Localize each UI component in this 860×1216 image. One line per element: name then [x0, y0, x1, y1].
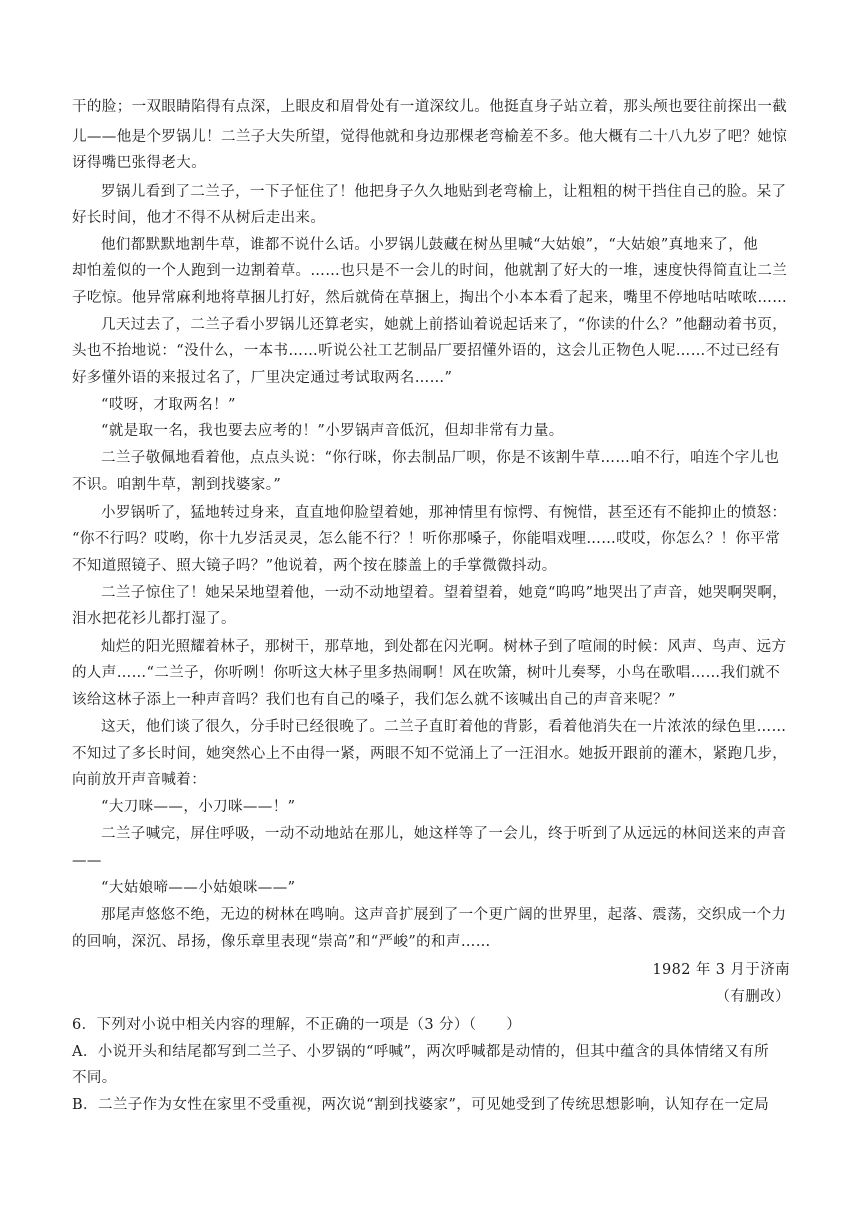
- text-line: 却怕羞似的一个人跑到一边割着草。……也只是不一会儿的时间，他就割了好大的一堆，速度快得简直让二兰: [72, 263, 788, 279]
- option-a-continued: 不同。: [72, 1070, 117, 1086]
- paragraph-start: 几天过去了，二兰子看小罗锅儿还算老实，她就上前搭讪着说起话来了，“你读的什么？”他翻动着书页，: [101, 317, 788, 333]
- text-line: 的回响，深沉、昂扬，像乐章里表现“崇高”和“严峻”的和声……: [72, 934, 491, 950]
- text-line: 好多懂外语的来报过名了，厂里决定通过考试取两名……”: [72, 370, 453, 386]
- text-line: 的人声……“二兰子，你听咧！你听这大林子里多热闹啊！风在吹箫，树叶儿奏琴，小鸟在歌唱……我们就不: [72, 665, 781, 681]
- text-line: “你不行吗？哎哟，你十九岁活灵灵，怎么能不行？！听你那嗓子，你能唱戏哩……哎哎，你怎么？！你平常: [72, 531, 781, 547]
- text-line: 子吃惊。他异常麻利地将草捆儿打好，然后就倚在草捆上，掏出个小本本看了起来，嘴里不停地咕咕哝哝……: [72, 290, 788, 306]
- paragraph-start: 他们都默默地割牛草，谁都不说什么话。小罗锅儿鼓藏在树丛里喊“大姑娘”，“大姑娘”真地来了，他: [101, 237, 759, 253]
- text-line: 讶得嘴巴张得老大。: [72, 155, 207, 171]
- paragraph-start: “大姑娘啼——小姑娘咪——”: [101, 880, 296, 896]
- text-line: 该给这林子添上一种声音吗？我们也有自己的嗓子，我们怎么就不该喊出自己的声音来呢？”: [72, 692, 676, 708]
- paragraph-start: 小罗锅听了，猛地转过身来，直直地仰脸望着她，那神情里有惊愕、有惋惜，甚至还有不能抑止的愤怒：: [101, 505, 787, 521]
- paragraph-start: 二兰子喊完，屏住呼吸，一动不动地站在那儿，她这样等了一会儿，终于听到了从远远的林间送来的声音: [101, 826, 787, 842]
- text-line: 干的脸；一双眼睛陷得有点深，上眼皮和眉骨处有一道深纹儿。他挺直身子站立着，那头颅也要往前探出一截: [72, 99, 788, 115]
- text-line: 好长时间，他才不得不从树后走出来。: [72, 210, 326, 226]
- signoff-date-place: 1982 年 3 月于济南: [652, 962, 790, 978]
- paragraph-start: “哎呀，才取两名！”: [101, 397, 236, 413]
- text-line: 向前放开声音喊着：: [72, 772, 207, 788]
- paragraph-start: 这天，他们谈了很久，分手时已经很晚了。二兰子直盯着他的背影，看着他消失在一片浓浓的绿色里……: [101, 719, 787, 735]
- text-line: 儿——他是个罗锅儿！二兰子大失所望，觉得他就和身边那棵老弯榆差不多。他大概有二十八九岁了吧？她惊: [72, 129, 788, 145]
- paragraph-start: “就是取一名，我也要去应考的！”小罗锅声音低沉，但却非常有力量。: [101, 423, 564, 439]
- option-a: A．小说开头和结尾都写到二兰子、小罗锅的“呼喊”，两次呼喊都是动情的，但其中蕴含的具体情绪又有所: [72, 1044, 769, 1060]
- text-line: ——: [72, 853, 102, 869]
- option-b: B．二兰子作为女性在家里不受重视，两次说“割到找婆家”，可见她受到了传统思想影响，认知存在一定局: [72, 1097, 770, 1113]
- text-line: 不知道照镜子、照大镜子吗？”他说着，两个按在膝盖上的手掌微微抖动。: [72, 558, 557, 574]
- paragraph-start: 那尾声悠悠不绝，无边的树林在鸣响。这声音扩展到了一个更广阔的世界里，起落、震荡，交织成一个力: [101, 907, 787, 923]
- paragraph-start: 灿烂的阳光照耀着林子，那树干，那草地，到处都在闪光啊。树林子到了喧闹的时候：风声、鸟声、远方: [101, 639, 787, 655]
- paragraph-start: “大刀咪——，小刀咪——！”: [101, 799, 296, 815]
- text-line: 头也不抬地说：“没什么，一本书……听说公社工艺制品厂要招懂外语的，这会儿正物色人呢……不过已经有: [72, 343, 781, 359]
- paragraph-start: 二兰子惊住了！她呆呆地望着他，一动不动地望着。望着望着，她竟“呜呜”地哭出了声音，她哭啊哭啊，: [101, 585, 788, 601]
- text-line: 不知过了多长时间，她突然心上不由得一紧，两眼不知不觉涌上了一汪泪水。她扳开跟前的灌木，紧跑几步，: [72, 746, 788, 762]
- paragraph-start: 二兰子敬佩地看着他，点点头说：“你行咪，你去制品厂呗，你是不该割牛草……咱不行，咱连个字儿也: [101, 450, 780, 466]
- text-line: 泪水把花衫儿都打湿了。: [72, 611, 236, 627]
- signoff-note: （有删改）: [715, 989, 790, 1005]
- question-stem: 6．下列对小说中相关内容的理解，不正确的一项是（3 分）（ ）: [72, 1017, 522, 1033]
- paragraph-start: 罗锅儿看到了二兰子，一下子怔住了！他把身子久久地贴到老弯榆上，让粗粗的树干挡住自己的脸。呆了: [101, 184, 787, 200]
- text-line: 不识。咱割牛草，割到找婆家。”: [72, 477, 282, 493]
